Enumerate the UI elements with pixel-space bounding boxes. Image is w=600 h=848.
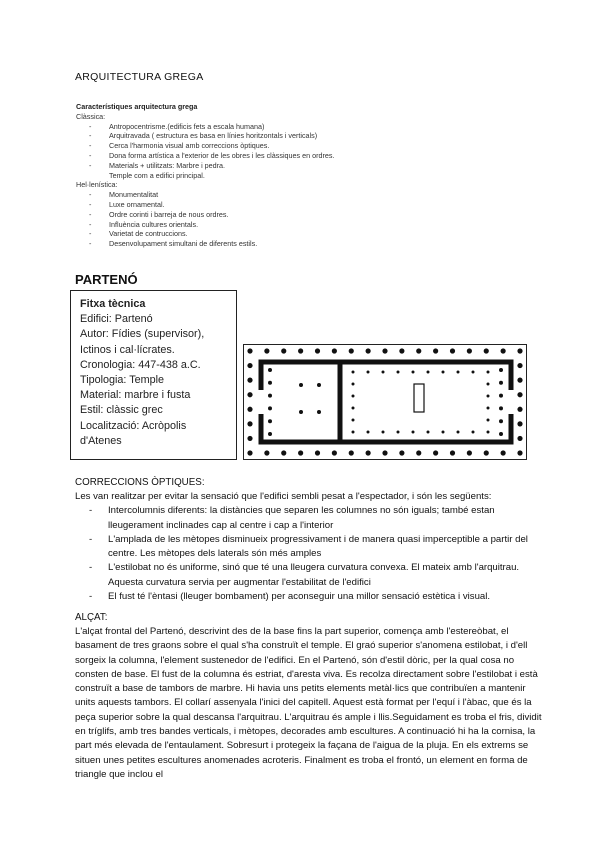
classic-label: Clàssica: <box>76 111 106 121</box>
column-dot <box>484 348 489 353</box>
corrections-list <box>75 504 543 604</box>
sheet-line: Tipologia: Temple <box>80 374 165 387</box>
column-dot <box>427 431 430 434</box>
column-dot <box>442 431 445 434</box>
column-dot <box>247 378 252 383</box>
column-dot <box>268 368 272 372</box>
column-dot <box>352 419 355 422</box>
technical-sheet-heading: Fitxa tècnica <box>80 298 146 310</box>
column-dot <box>264 450 269 455</box>
features-section <box>76 102 334 249</box>
column-dot <box>268 419 272 423</box>
column-dot <box>487 419 490 422</box>
corrections-intro: Les van realitzar per evitar la sensació que l'edifici sembli pesat a l'espectador, i són les següents: <box>75 491 492 502</box>
list-item: - Ordre corinti i barreja de nous ordres. <box>76 210 334 220</box>
column-dot <box>499 381 503 385</box>
column-dot <box>332 348 337 353</box>
document-title: ARQUITECTURA GREGA <box>75 71 204 83</box>
column-dot <box>332 450 337 455</box>
column-dot <box>499 419 503 423</box>
sheet-line: Localització: Acròpolis <box>80 419 187 432</box>
column-dot <box>349 450 354 455</box>
list-item: - Varietat de contruccions. <box>76 229 334 239</box>
column-dot <box>247 407 252 412</box>
column-dot <box>517 363 522 368</box>
sheet-line: Edifici: Partenó <box>80 313 153 326</box>
column-dot <box>433 348 438 353</box>
column-dot <box>472 371 475 374</box>
sheet-line: d'Atenes <box>80 434 122 447</box>
list-item: - Arquitravada ( estructura es basa en línies horitzontals i verticals) <box>76 131 334 141</box>
column-dot <box>247 348 252 353</box>
column-dot <box>281 450 286 455</box>
column-dot <box>366 450 371 455</box>
sheet-line: Cronologia: 447-438 a.C. <box>80 358 201 371</box>
column-dot <box>484 450 489 455</box>
column-dot <box>247 450 252 455</box>
column-dot <box>382 348 387 353</box>
column-dot <box>352 407 355 410</box>
column-dot <box>268 406 272 410</box>
column-dot <box>450 450 455 455</box>
column-dot <box>247 392 252 397</box>
list-item: - Antropocentrisme.(edificis fets a escala humana) <box>76 122 334 132</box>
sheet-line: Estil: clàssic grec <box>80 404 163 417</box>
column-dot <box>352 383 355 386</box>
column-dot <box>467 348 472 353</box>
column-dot <box>349 348 354 353</box>
column-dot <box>517 348 522 353</box>
column-dot <box>412 431 415 434</box>
features-heading: Característiques arquitectura grega <box>76 102 198 111</box>
elevation-paragraph: L'alçat frontal del Partenó, descrivint des de la base fins la part superior, comença amb l'estereòbat, el basament de tres graons sobre el qual s'ha construït el temple. El graó superior s'anomena estilobat, i d'ell sorgeix la columna, l'element sustenedor de l'edifici. En el Partenó, són d'estil dòric, per la qual cosa no consten de base. El fust de la columna és estriat, d'aresta viva. Es recolza directament sobre l'estilobat i està construït a base de tambors de marbre. Hi havia uns petits elements metàl·lics que contribuïen a mantenir units aquests tambors. El collarí assenyala l'inici del capitell. Aquest està format per l'equí i l'àbac, que és la peça superior sobre la qual descansa l'arquitrau. L'arquitrau és ample i llis.Seguidament es troba el fris, dividit en tríglifs, amb tres bandes verticals, i mètopes, decorades amb escultures. A continuació hi ha la cornisa, la part més elevada de l'entaulament. Sobresurt i protegeix la façana de l'aigua de la pluja. En els extrems se situen unes petites escultures anomenades acroteris. Finalment es troba el frontó, un element en forma de triangle que inclou el <box>75 626 542 780</box>
column-dot <box>487 395 490 398</box>
column-dot <box>517 407 522 412</box>
column-dot <box>268 394 272 398</box>
column-dot <box>397 431 400 434</box>
column-dot <box>487 371 490 374</box>
column-dot <box>501 348 506 353</box>
column-dot <box>499 432 503 436</box>
column-dot <box>499 394 503 398</box>
column-dot <box>517 421 522 426</box>
column-dot <box>399 450 404 455</box>
column-dot <box>457 371 460 374</box>
sheet-line: Material: marbre i fusta <box>80 389 191 402</box>
column-dot <box>433 450 438 455</box>
list-item: - Influència cultures orientals. <box>76 220 334 230</box>
column-dot <box>397 371 400 374</box>
sheet-line: Ictinos i cal·lícrates. <box>80 343 175 356</box>
column-dot <box>399 348 404 353</box>
list-item: - Desenvolupament simultani de diferents estils. <box>76 239 334 249</box>
column-dot <box>427 371 430 374</box>
hellenistic-label: Hel·lenística: <box>76 180 118 190</box>
column-dot <box>416 450 421 455</box>
classic-list <box>76 122 334 181</box>
column-dot <box>315 348 320 353</box>
column-dot <box>517 392 522 397</box>
column-dot <box>472 431 475 434</box>
list-item: Temple com a edifici principal. <box>109 170 205 180</box>
column-dot <box>499 368 503 372</box>
column-dot <box>247 421 252 426</box>
hellenistic-list <box>76 190 334 249</box>
column-dot <box>281 348 286 353</box>
column-dot <box>247 363 252 368</box>
column-dot <box>298 348 303 353</box>
column-dot <box>442 371 445 374</box>
parteno-heading: PARTENÓ <box>75 272 138 287</box>
list-item: - L'amplada de les mètopes disminueix progressivament i de manera quasi imperceptible a partir del centre. Les mètopes dels laterals són més amples <box>75 533 543 562</box>
column-dot <box>457 431 460 434</box>
list-item: - Dona forma artística a l'exterior de les obres i les clàssiques en ordres. <box>76 151 334 161</box>
column-dot <box>499 406 503 410</box>
column-dot <box>268 432 272 436</box>
list-item: - Cerca l'harmonia visual amb correccions òptiques. <box>76 141 334 151</box>
list-item: - Monumentalitat <box>76 190 334 200</box>
column-dot <box>298 450 303 455</box>
column-dot <box>382 371 385 374</box>
column-dot <box>501 450 506 455</box>
list-item: - L'estilobat no és uniforme, sinó que té una lleugera curvatura convexa. El mateix amb l'arquitrau. Aquesta curvatura servia per augmentar l'estabilitat de l'edifici <box>75 561 543 590</box>
sheet-line: Autor: Fídies (supervisor), <box>80 328 205 341</box>
column-dot <box>315 450 320 455</box>
column-dot <box>367 431 370 434</box>
column-dot <box>517 436 522 441</box>
column-dot <box>382 431 385 434</box>
column-dot <box>412 371 415 374</box>
column-dot <box>467 450 472 455</box>
column-dot <box>264 348 269 353</box>
column-dot <box>450 348 455 353</box>
column-dot <box>352 371 355 374</box>
column-dot <box>367 371 370 374</box>
column-dot <box>487 407 490 410</box>
column-dot <box>247 436 252 441</box>
list-item: - El fust té l'èntasi (lleuger bombament) per aconseguir una millor sensació estètica i visual. <box>75 590 543 604</box>
technical-sheet <box>70 290 237 460</box>
list-item: - Intercolumnis diferents: la distàncies que separen les columnes no són iguals; també estan lleugerament inclinades cap al centre i cap a l'interior <box>75 504 543 533</box>
column-dot <box>366 348 371 353</box>
column-dot <box>487 431 490 434</box>
corrections-heading: CORRECCIONS ÒPTIQUES: <box>75 477 205 488</box>
column-dot <box>352 395 355 398</box>
list-item: - Materials + utilitzats: Marbre i pedra. <box>76 161 334 171</box>
parthenon-floor-plan <box>243 344 527 460</box>
column-dot <box>268 381 272 385</box>
elevation-heading: ALÇAT: <box>75 612 108 623</box>
column-dot <box>487 383 490 386</box>
column-dot <box>416 348 421 353</box>
corrections-section <box>75 490 543 604</box>
column-dot <box>517 378 522 383</box>
column-dot <box>382 450 387 455</box>
list-item: - Luxe ornamental. <box>76 200 334 210</box>
column-dot <box>517 450 522 455</box>
column-dot <box>352 431 355 434</box>
